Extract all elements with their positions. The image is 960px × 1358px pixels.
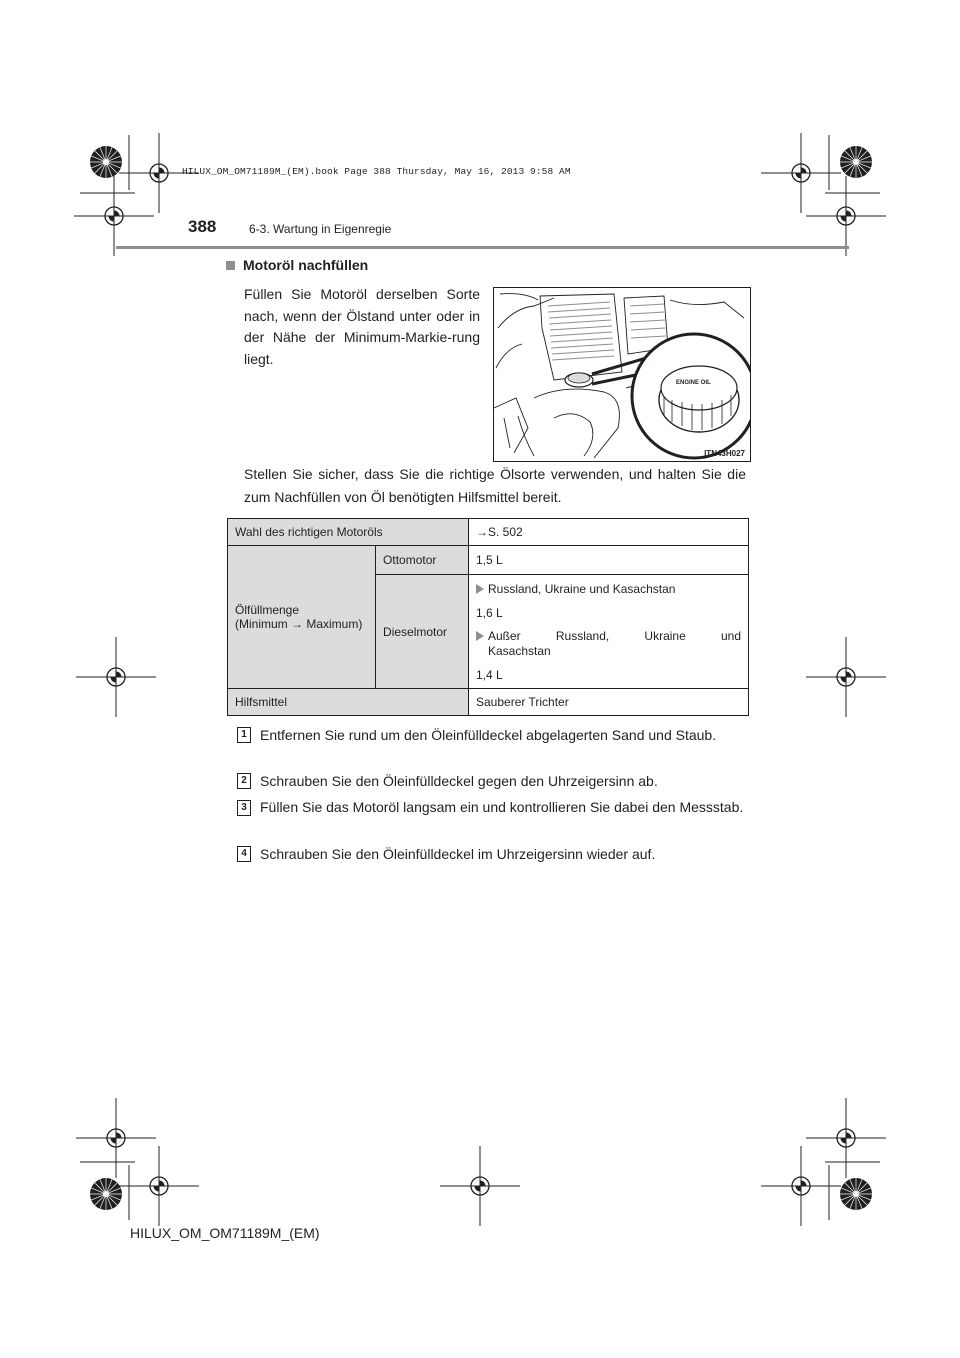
oil-spec-table bbox=[227, 518, 749, 716]
section-title: 6-3. Wartung in Eigenregie bbox=[249, 222, 392, 236]
diesel-engine-values bbox=[469, 575, 749, 689]
section-heading bbox=[226, 257, 368, 273]
oil-type-label: Wahl des richtigen Motoröls bbox=[228, 519, 469, 546]
step-text-3: Füllen Sie das Motoröl langsam ein und kontrollieren Sie dabei den Messstab. bbox=[260, 799, 744, 815]
footer-doc-id: HILUX_OM_OM71189M_(EM) bbox=[130, 1225, 320, 1241]
engine-bay-drawing bbox=[494, 288, 750, 461]
capacity-label-line1: Ölfüllmenge bbox=[235, 603, 300, 617]
diesel-engine-label: Dieselmotor bbox=[376, 575, 469, 689]
step-number-2: 2 bbox=[237, 773, 251, 789]
step-text-1: Entfernen Sie rund um den Öleinfülldeckel abgelagerten Sand und Staub. bbox=[260, 727, 717, 743]
petrol-engine-label: Ottomotor bbox=[376, 546, 469, 575]
diesel-region-1: Russland, Ukraine und Kasachstan bbox=[476, 582, 741, 597]
tools-label: Hilfsmittel bbox=[228, 689, 469, 716]
square-bullet-icon bbox=[226, 261, 235, 270]
triangle-bullet-icon bbox=[476, 631, 484, 641]
capacity-label bbox=[228, 546, 376, 689]
step-number-3: 3 bbox=[237, 800, 251, 816]
step-number-1: 1 bbox=[237, 727, 251, 743]
table-row bbox=[228, 689, 749, 716]
diesel-value-1: 1,6 L bbox=[476, 605, 503, 620]
print-header: HILUX_OM_OM71189M_(EM).book Page 388 Thursday, May 16, 2013 9:58 AM bbox=[182, 166, 571, 177]
diesel-region-2: Außer Russland, Ukraine und Kasachstan bbox=[476, 629, 741, 659]
figure-code: ITN43H027 bbox=[704, 449, 745, 458]
tools-value: Sauberer Trichter bbox=[469, 689, 749, 716]
header-rule bbox=[116, 246, 849, 249]
capacity-label-line2: (Minimum → Maximum) bbox=[235, 617, 363, 631]
body-paragraph: Stellen Sie sicher, dass Sie die richtige Ölsorte verwenden, und halten Sie die zum Nachfüllen von Öl benötigten Hilfsmittel bereit. bbox=[244, 466, 746, 505]
triangle-bullet-icon bbox=[476, 584, 484, 594]
diesel-value-2: 1,4 L bbox=[476, 667, 503, 682]
table-row bbox=[228, 546, 749, 575]
step-number-4: 4 bbox=[237, 846, 251, 862]
engine-oil-cap-illustration bbox=[493, 287, 751, 462]
table-row bbox=[228, 519, 749, 546]
oil-type-reference: →S. 502 bbox=[469, 519, 749, 546]
heading-text: Motoröl nachfüllen bbox=[243, 257, 369, 273]
step-text-2: Schrauben Sie den Öleinfülldeckel gegen den Uhrzeigersinn ab. bbox=[260, 773, 658, 789]
page-number: 388 bbox=[188, 217, 217, 236]
intro-text: Füllen Sie Motoröl derselben Sorte nach, wenn der Ölstand unter oder in der Nähe der Minimum-Markie-rung liegt. bbox=[244, 286, 480, 367]
step-text-4: Schrauben Sie den Öleinfülldeckel im Uhrzeigersinn wieder auf. bbox=[260, 846, 656, 862]
petrol-engine-value: 1,5 L bbox=[469, 546, 749, 575]
cap-label: ENGINE OIL bbox=[676, 380, 711, 386]
